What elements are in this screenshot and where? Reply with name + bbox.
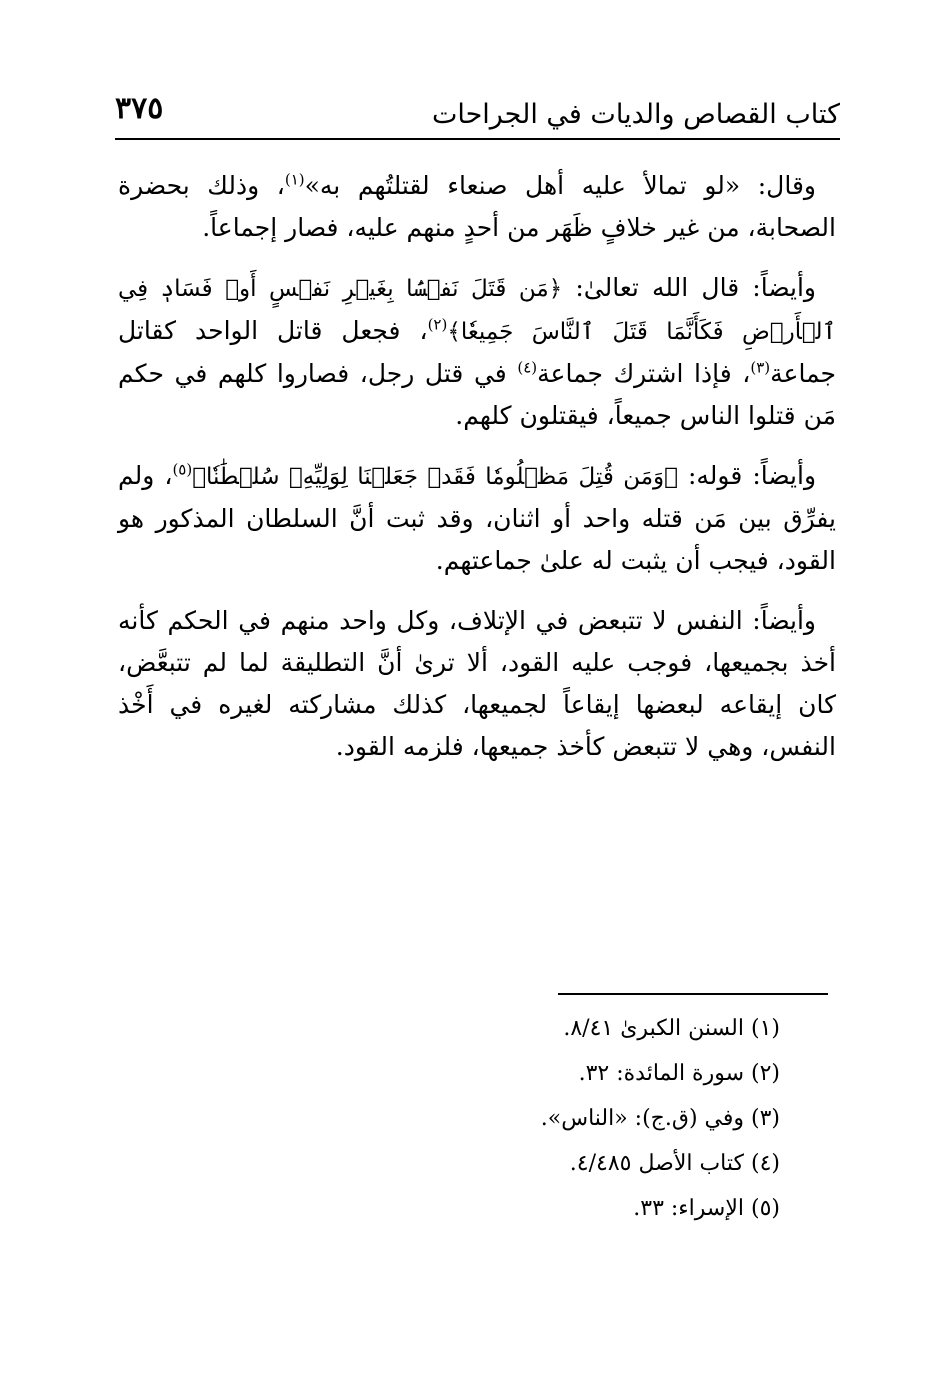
- paragraph-2-text-b: ، فإذا اشترك جماعة: [537, 359, 751, 388]
- paragraph-3-text: ، ولم يفرِّق بين مَن قتله واحد أو اثنان، وقد ثبت أنَّ السلطان المذكور هو القود، فيجب أن يثبت له علىٰ جماعتهم.: [118, 461, 836, 575]
- book-title: كتاب القصاص والديات في الجراحات: [431, 99, 840, 130]
- footnote-ref-5: (٥): [172, 460, 193, 479]
- quran-verse-1: ﴿مَن قَتَلَ نَفۡسَۢا بِغَيۡرِ نَفۡسٍ أَوۡ فَسَادٖ فِي ٱلۡأَرۡضِ فَكَأَنَّمَا قَتَلَ ٱلنَّاسَ جَمِيعٗا﴾: [118, 276, 836, 345]
- paragraph-2: [118, 267, 836, 437]
- paragraph-4-text: وأيضاً: النفس لا تتبعض في الإتلاف، وكل واحد منهم في الحكم كأنه أخذ بجميعها، فوجب عليه القود، ألا ترىٰ أنَّ التطليقة لما لم تتبعَّض، كان إيقاعه لبعضها إيقاعاً لجميعها، كذلك مشاركته لغيره في أَخْذ النفس، وهي لا تتبعض كأخذ جميعها، فلزمه القود.: [118, 606, 836, 761]
- paragraph-1-intro: وقال: «لو تمالأ عليه أهل صنعاء لقتلتُهم به»: [304, 171, 816, 200]
- paragraph-2-intro: وأيضاً: قال الله تعالىٰ:: [562, 273, 816, 302]
- paragraph-2-text-a: ، فجعل قاتل الواحد كقاتل جماعة: [118, 316, 836, 388]
- footnote-3: (٣) وفي (ق.ج): «الناس».: [540, 1106, 780, 1131]
- quran-verse-2: ﴿وَمَن قُتِلَ مَظۡلُومٗا فَقَدۡ جَعَلۡنَا لِوَلِيِّهِۦ سُلۡطَٰنٗا﴾: [192, 464, 678, 490]
- paragraph-3: [118, 455, 836, 582]
- footnote-separator: [558, 993, 828, 995]
- footnote-ref-4: (٤): [517, 358, 538, 377]
- footnote-ref-1: (١): [284, 170, 305, 189]
- footnote-1: (١) السنن الكبرىٰ ٨/٤١.: [563, 1016, 780, 1041]
- page-number: ٣٧٥: [115, 91, 164, 126]
- paragraph-4: [118, 600, 836, 768]
- paragraph-1: [118, 165, 836, 249]
- footnote-2: (٢) سورة المائدة: ٣٢.: [578, 1061, 780, 1086]
- paragraph-1-text: ، وذلك بحضرة الصحابة، من غير خلافٍ ظَهَر من أحدٍ منهم عليه، فصار إجماعاً.: [118, 171, 836, 242]
- footnote-ref-2: (٢): [427, 315, 448, 334]
- footnotes: [300, 1014, 780, 1239]
- footnote-4: (٤) كتاب الأصل ٤/٤٨٥.: [569, 1151, 780, 1176]
- main-text: [118, 165, 836, 786]
- footnote-ref-3: (٣): [750, 358, 771, 377]
- paragraph-2-text-c: في قتل رجل، فصاروا كلهم في حكم مَن قتلوا الناس جميعاً، فيقتلون كلهم.: [118, 359, 836, 430]
- running-header: [115, 88, 840, 140]
- footnote-5: (٥) الإسراء: ٣٣.: [633, 1196, 780, 1221]
- paragraph-3-intro: وأيضاً: قوله:: [677, 461, 817, 490]
